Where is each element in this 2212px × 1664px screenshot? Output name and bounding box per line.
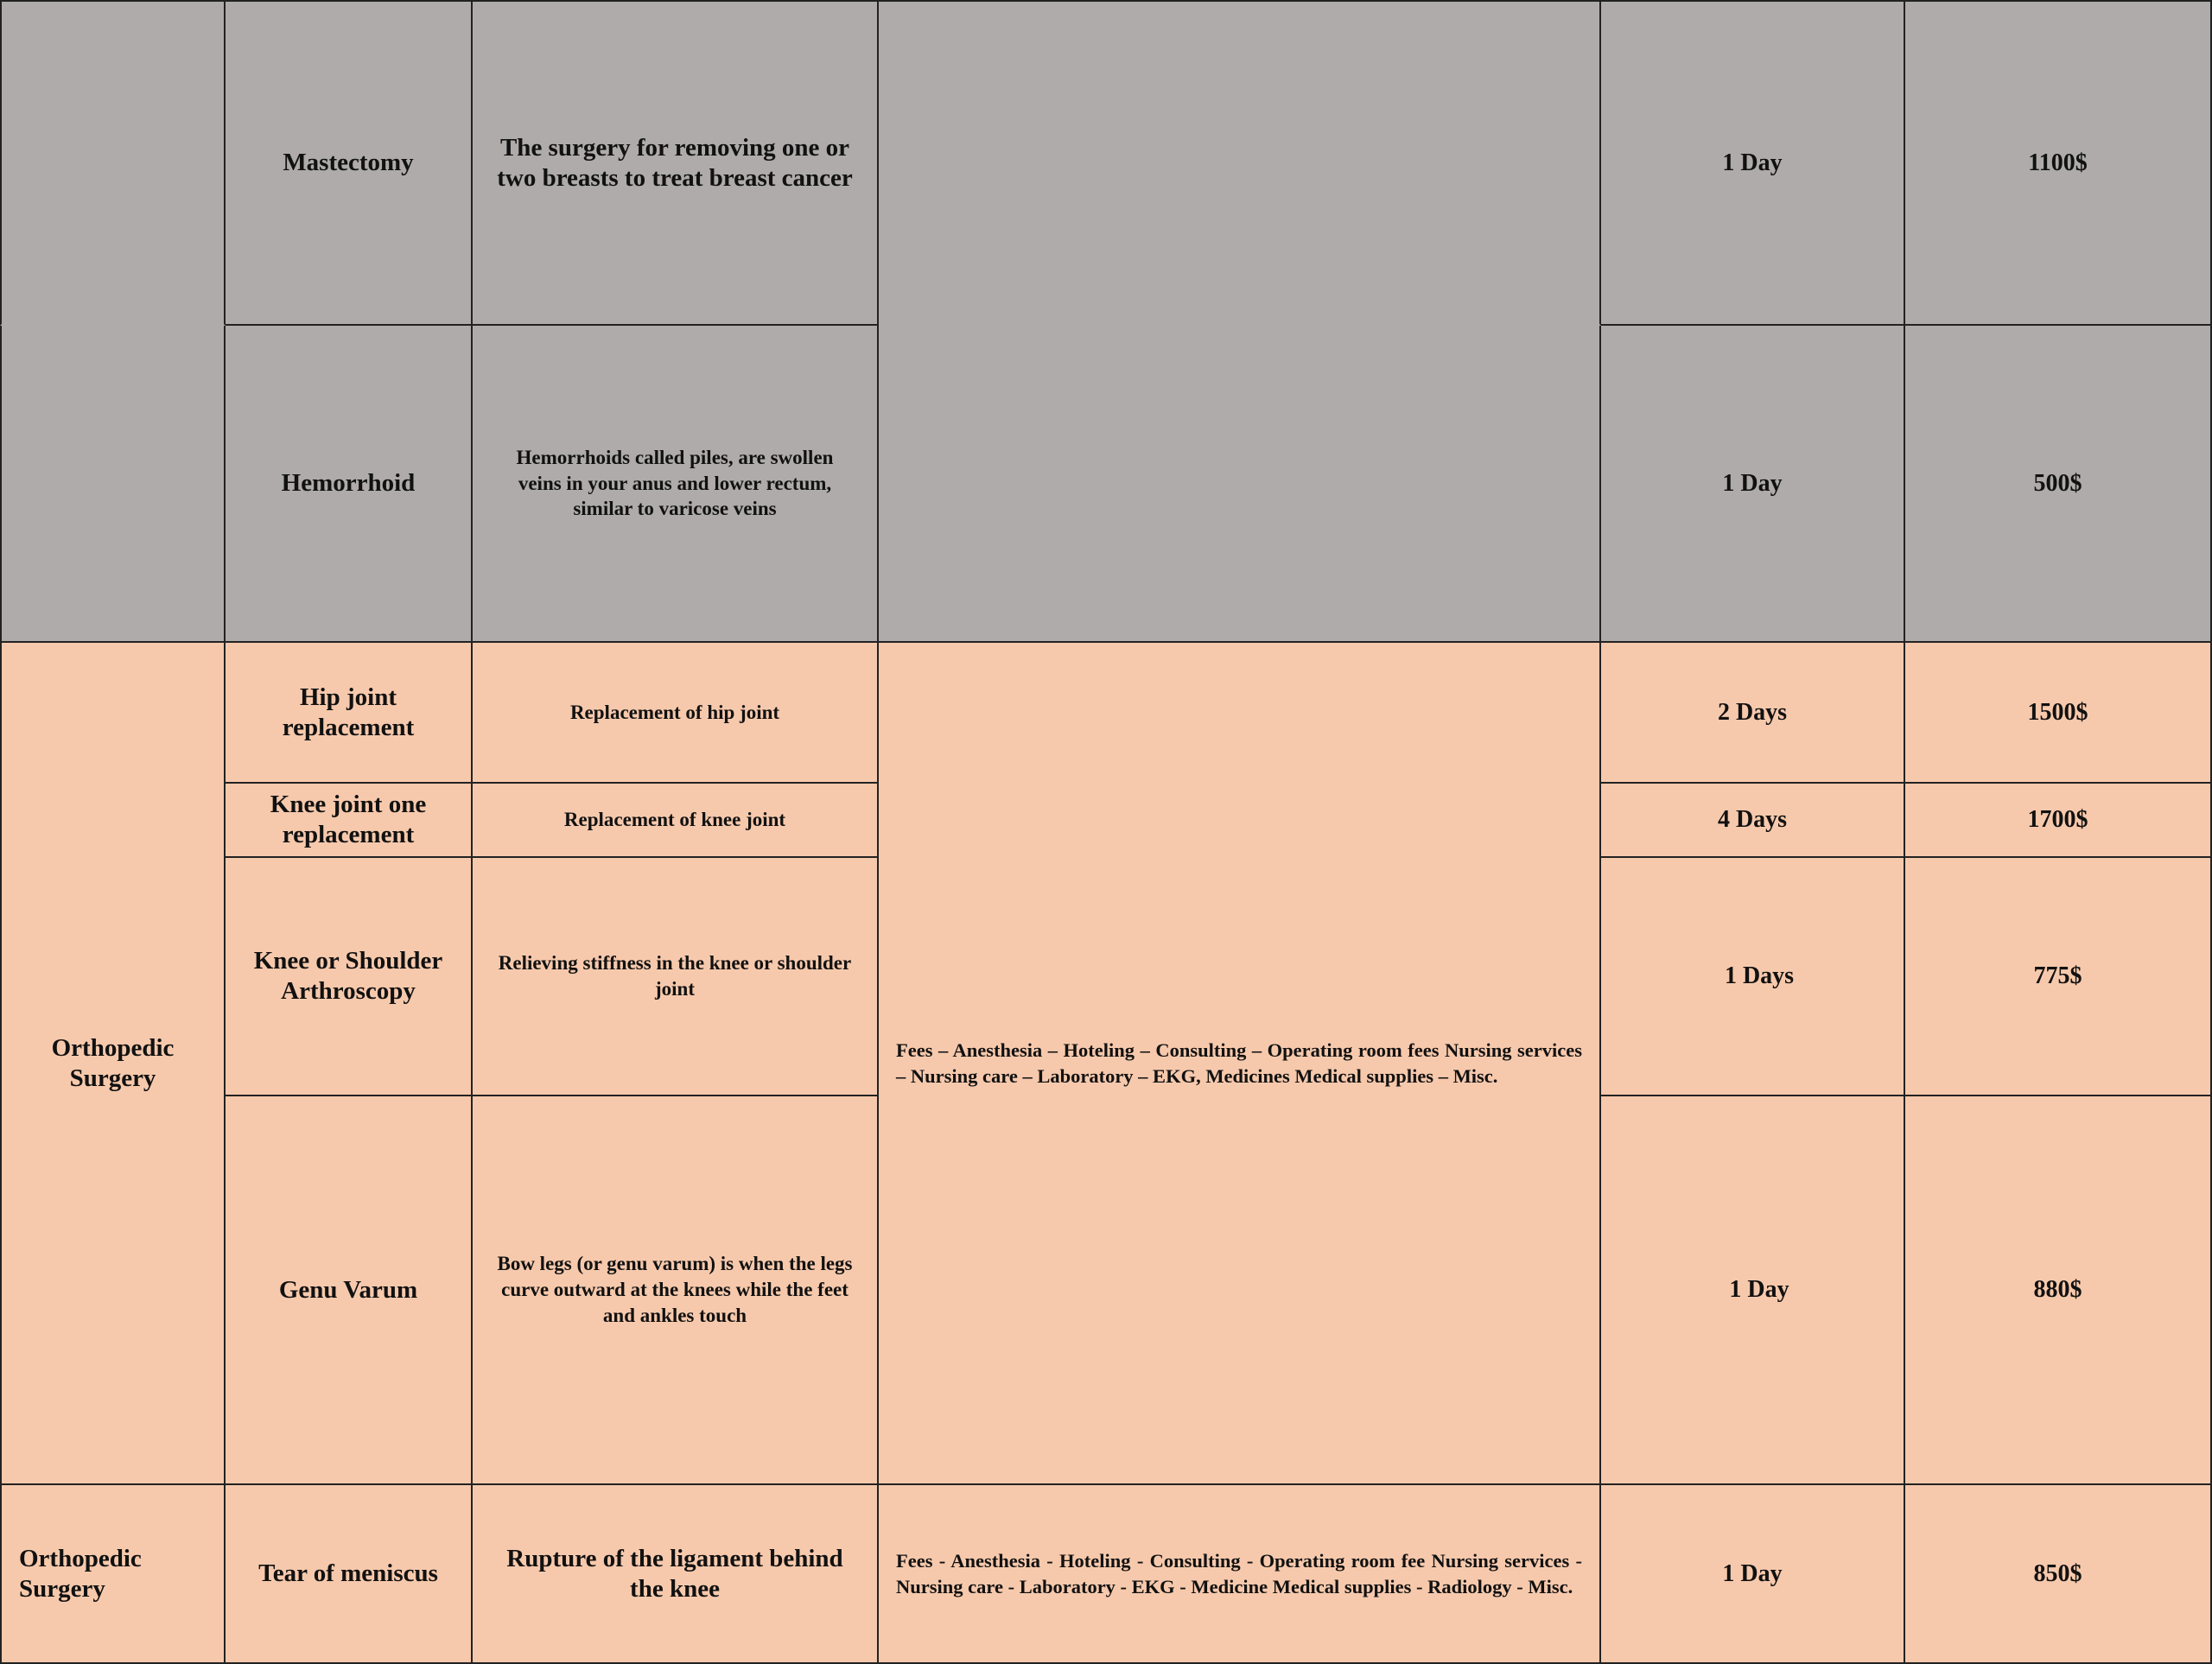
hospital-stay: 1 Day bbox=[1601, 0, 1905, 326]
category-orthopedic-surgery: Orthopedic Surgery bbox=[0, 643, 226, 1485]
hospital-stay: 1 Day bbox=[1601, 1485, 1905, 1664]
procedure-name: Mastectomy bbox=[226, 0, 473, 326]
procedure-description: Replacement of knee joint bbox=[473, 784, 879, 858]
procedure-name: Tear of meniscus bbox=[226, 1485, 473, 1664]
procedure-description: Rupture of the ligament behind the knee bbox=[473, 1485, 879, 1664]
includes-text: Fees – Anesthesia – Hoteling – Consulting – Operating room fees Nursing services – Nursing care – Laboratory – EKG, Medicines Medical supplies – Misc. bbox=[896, 1038, 1582, 1087]
includes-cell bbox=[879, 0, 1601, 326]
hospital-stay: 1 Day bbox=[1601, 326, 1905, 643]
hospital-stay: 4 Days bbox=[1601, 784, 1905, 858]
price: 1100$ bbox=[1905, 0, 2212, 326]
procedure-name: Genu Varum bbox=[226, 1096, 473, 1485]
procedure-description: Bow legs (or genu varum) is when the legs curve outward at the knees while the feet and ankles touch bbox=[473, 1096, 879, 1485]
price: 1500$ bbox=[1905, 643, 2212, 784]
includes-orthopedic bbox=[879, 643, 1601, 1485]
procedure-name: Hip joint replacement bbox=[226, 643, 473, 784]
category-cell-general bbox=[0, 0, 226, 326]
includes-meniscus bbox=[879, 1485, 1601, 1664]
hospital-stay: 2 Days bbox=[1601, 643, 1905, 784]
price: 775$ bbox=[1905, 858, 2212, 1096]
hospital-stay: 1 Days bbox=[1601, 858, 1905, 1096]
procedure-name: Knee or Shoulder Arthroscopy bbox=[226, 858, 473, 1096]
procedure-description: The surgery for removing one or two breasts to treat breast cancer bbox=[473, 0, 879, 326]
price: 880$ bbox=[1905, 1096, 2212, 1485]
procedure-description: Hemorrhoids called piles, are swollen veins in your anus and lower rectum, similar to varicose veins bbox=[473, 326, 879, 643]
procedure-description: Relieving stiffness in the knee or shoulder joint bbox=[473, 858, 879, 1096]
procedure-name: Hemorrhoid bbox=[226, 326, 473, 643]
procedure-description: Replacement of hip joint bbox=[473, 643, 879, 784]
hospital-stay: 1 Day bbox=[1601, 1096, 1905, 1485]
category-orthopedic-surgery: Orthopedic Surgery bbox=[0, 1485, 226, 1664]
price: 1700$ bbox=[1905, 784, 2212, 858]
category-cell-general-lower bbox=[0, 326, 226, 643]
includes-cell bbox=[879, 326, 1601, 643]
price: 850$ bbox=[1905, 1485, 2212, 1664]
includes-text: Fees - Anesthesia - Hoteling - Consulting - Operating room fee Nursing services - Nursing care - Laboratory - EKG - Medicine Medical supplies - Radiology - Misc. bbox=[896, 1549, 1582, 1597]
procedure-name: Knee joint one replacement bbox=[226, 784, 473, 858]
price: 500$ bbox=[1905, 326, 2212, 643]
